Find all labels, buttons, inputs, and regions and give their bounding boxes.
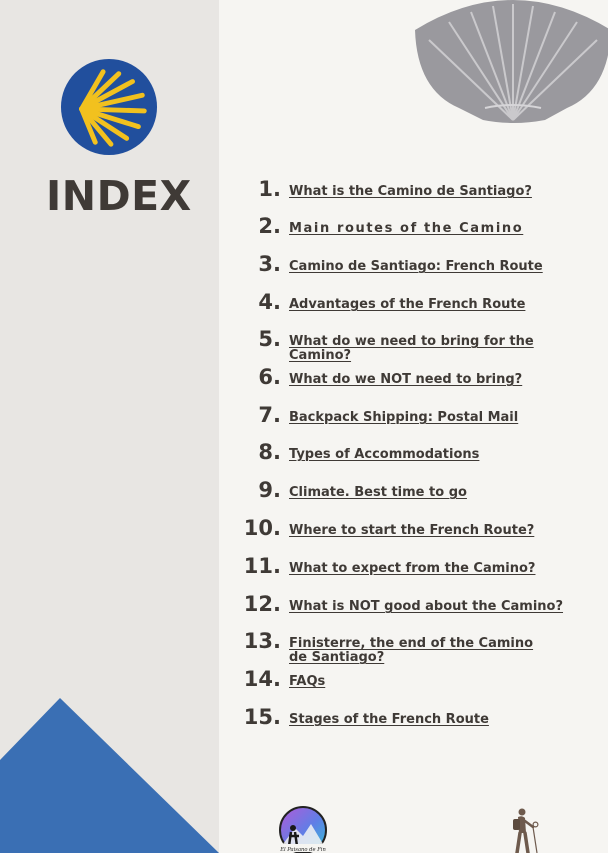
decorative-triangle: [0, 698, 219, 853]
toc-number: 2.: [258, 214, 281, 238]
hiker-icon: [509, 807, 541, 853]
toc-number: 9.: [258, 478, 281, 502]
toc-link[interactable]: Where to start the French Route?: [289, 523, 535, 538]
toc-number: 12.: [243, 592, 281, 616]
toc-link[interactable]: Camino de Santiago: French Route: [289, 259, 543, 274]
toc-item: [219, 516, 608, 546]
toc-link[interactable]: Advantages of the French Route: [289, 297, 526, 312]
toc-link[interactable]: What is the Camino de Santiago?: [289, 184, 532, 199]
toc-item: [219, 327, 608, 363]
page-title: INDEX: [46, 172, 192, 220]
toc-link[interactable]: FAQs: [289, 674, 326, 689]
toc-link[interactable]: Climate. Best time to go: [289, 485, 467, 500]
toc-link[interactable]: Main routes of the Camino: [289, 221, 524, 236]
footer-logo-text: El Paisano de Fin: [280, 847, 326, 853]
toc-item: [219, 592, 608, 622]
toc-number: 3.: [258, 252, 281, 276]
toc-number: 13.: [243, 629, 281, 653]
toc-item: [219, 403, 608, 433]
toc-number: 5.: [258, 327, 281, 351]
toc-item: [219, 365, 608, 395]
toc-number: 14.: [243, 667, 281, 691]
toc-link[interactable]: Backpack Shipping: Postal Mail: [289, 410, 519, 425]
toc-number: 7.: [258, 403, 281, 427]
content-panel: [219, 0, 608, 853]
toc-item: [219, 440, 608, 470]
toc-number: 1.: [258, 177, 281, 201]
toc-item: [219, 478, 608, 508]
toc-link[interactable]: Types of Accommodations: [289, 447, 480, 462]
toc-link[interactable]: Finisterre, the end of the Camino de Santiago?: [289, 636, 534, 665]
toc-number: 11.: [243, 554, 281, 578]
toc-link[interactable]: What do we need to bring for the Camino?: [289, 334, 534, 363]
toc-number: 8.: [258, 440, 281, 464]
toc-item: [219, 290, 608, 320]
toc-item: [219, 554, 608, 584]
footer-logo: [275, 806, 331, 853]
toc-item: [219, 705, 608, 735]
toc-item: [219, 629, 608, 669]
sidebar-panel: [0, 0, 219, 853]
toc-link[interactable]: Stages of the French Route: [289, 712, 489, 727]
toc-link[interactable]: What is NOT good about the Camino?: [289, 599, 564, 614]
toc-number: 6.: [258, 365, 281, 389]
scallop-shell-icon: [415, 0, 608, 126]
toc-item: [219, 667, 608, 697]
toc-number: 10.: [243, 516, 281, 540]
toc-link[interactable]: What do we NOT need to bring?: [289, 372, 523, 387]
toc-link[interactable]: What to expect from the Camino?: [289, 561, 536, 576]
toc-number: 15.: [243, 705, 281, 729]
toc-item: [219, 214, 608, 244]
toc-number: 4.: [258, 290, 281, 314]
toc-item: [219, 252, 608, 282]
camino-shell-logo-icon: [60, 58, 158, 156]
toc-item: [219, 177, 608, 207]
